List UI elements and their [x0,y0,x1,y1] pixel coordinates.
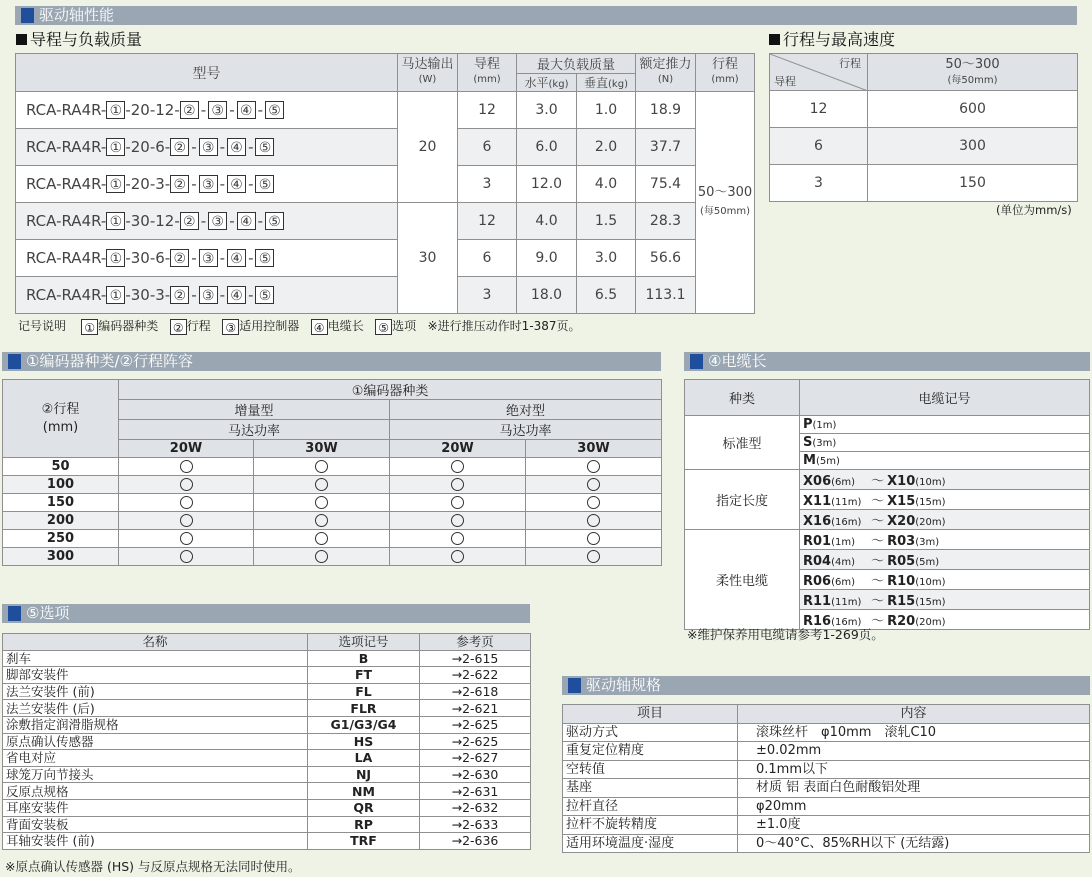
speed-cell: 300 [868,128,1078,165]
circle-icon [587,532,600,545]
table-row [685,530,1090,550]
header-20w: 20W [390,440,526,458]
table-row [770,128,1078,165]
section-marker-icon [690,354,703,369]
vertical-cell: 2.0 [577,129,636,166]
thrust-cell: 56.6 [636,240,696,277]
table-row [3,548,662,566]
header-vertical: 垂直(kg) [577,74,636,92]
option-code: FT [308,667,420,684]
lead-cell: 6 [458,129,517,166]
legend-symbol: ③ [222,319,239,335]
option-code: HS [308,733,420,750]
lead-load-table [15,53,755,314]
cable-code-cell: X06(6m) ～ X10(10m) [800,470,1090,490]
available-mark [254,530,390,548]
header-motor-power: 马达功率 [390,420,662,440]
lead-cell: 12 [458,92,517,129]
section-title: ④电缆长 [708,352,767,370]
table-row [770,165,1078,202]
cable-code-cell: X11(11m) ～ X15(15m) [800,490,1090,510]
table-row [3,700,531,717]
header-content: 内容 [738,705,1090,724]
stroke-cell: 50 [3,458,119,476]
option-name: 原点确认传感器 [3,733,308,750]
legend-symbol: ④ [311,319,328,335]
available-mark [119,494,254,512]
available-mark [254,494,390,512]
option-name: 法兰安装件 (前) [3,683,308,700]
options-note: ※原点确认传感器 (HS) 与反原点规格无法同时使用。 [5,859,301,874]
options-table [2,633,531,850]
table-row [16,277,755,314]
spec-item: 拉杆不旋转精度 [563,816,738,835]
header-encoder-type: ①编码器种类 [119,380,662,400]
option-code: G1/G3/G4 [308,716,420,733]
lead-cell: 12 [770,91,868,128]
legend-label: 记号说明 [18,319,67,333]
cable-code-cell: R11(11m) ～ R15(15m) [800,590,1090,610]
cable-code-cell: X16(16m) ～ X20(20m) [800,510,1090,530]
cable-code-cell: R01(1m) ～ R03(3m) [800,530,1090,550]
spec-content: ±1.0度 [738,816,1090,835]
reference-page-link[interactable]: →2-632 [420,799,531,816]
spec-content: 滚珠丝杆 φ10mm 滚轧C10 [738,723,1090,742]
option-name: 背面安装板 [3,816,308,833]
available-mark [390,512,526,530]
speed-cell: 600 [868,91,1078,128]
spec-item: 空转值 [563,760,738,779]
horizontal-cell: 9.0 [517,240,577,277]
legend-text: 编码器种类 [98,319,159,333]
section-bar-drive-performance [15,6,1077,25]
cable-note: ※维护保养用电缆请参考1-269页。 [687,627,884,642]
subheading-lead-load [16,30,142,50]
subheading-text: 行程与最高速度 [783,30,896,49]
stroke-cell: 300 [3,548,119,566]
circle-icon [315,478,328,491]
encoder-stroke-table [2,379,662,566]
header-name: 名称 [3,634,308,651]
legend-text: 选项 [392,319,417,333]
available-mark [390,494,526,512]
circle-icon [315,460,328,473]
thrust-cell: 113.1 [636,277,696,314]
horizontal-cell: 4.0 [517,203,577,240]
option-name: 法兰安装件 (后) [3,700,308,717]
circle-icon [451,514,464,527]
reference-page-link[interactable]: →2-621 [420,700,531,717]
circle-icon [587,478,600,491]
model-code: RCA-RA4R- ① -20-12- ② - ③ - ④ - ⑤ [16,92,398,129]
table-row [3,766,531,783]
vertical-cell: 3.0 [577,240,636,277]
table-row [16,129,755,166]
table-row [3,799,531,816]
cable-code-cell: R16(16m) ～ R20(20m) [800,610,1090,630]
reference-page-link[interactable]: →2-627 [420,750,531,767]
table-row [563,723,1090,742]
circle-icon [180,460,193,473]
symbol-legend [18,317,581,335]
header-type: 种类 [685,380,800,416]
stroke-speed-table [769,53,1078,202]
lead-cell: 6 [770,128,868,165]
table-row [3,733,531,750]
available-mark [526,494,662,512]
table-row [3,716,531,733]
header-20w: 20W [119,440,254,458]
legend-note: ※进行推压动作时1-387页。 [427,319,581,333]
option-code: TRF [308,833,420,850]
spec-item: 驱动方式 [563,723,738,742]
option-name: 脚部安装件 [3,667,308,684]
header-thrust: 额定推力 (N) [636,54,696,92]
stroke-cell: 150 [3,494,119,512]
circle-icon [315,514,328,527]
circle-icon [315,550,328,563]
horizontal-cell: 12.0 [517,166,577,203]
table-row [3,667,531,684]
stroke-cell: 50～300 (每50mm) [696,92,755,314]
section-marker-icon [8,606,21,621]
option-code: RP [308,816,420,833]
section-marker-icon [8,354,21,369]
circle-icon [587,514,600,527]
option-code: FLR [308,700,420,717]
reference-page-link[interactable]: →2-625 [420,733,531,750]
table-row [685,470,1090,490]
spec-content: φ20mm [738,797,1090,816]
circle-icon [180,496,193,509]
stroke-cell: 250 [3,530,119,548]
cable-code-cell: S(3m) [800,434,1090,452]
cable-length-table [684,379,1090,630]
option-name: 耳轴安装件 (前) [3,833,308,850]
option-name: 球笼万向节接头 [3,766,308,783]
vertical-cell: 6.5 [577,277,636,314]
option-code: QR [308,799,420,816]
header-stroke: ②行程 (mm) [3,380,119,458]
available-mark [390,548,526,566]
option-name: 反原点规格 [3,783,308,800]
circle-icon [451,460,464,473]
circle-icon [451,550,464,563]
reference-page-link[interactable]: →2-615 [420,650,531,667]
spec-item: 拉杆直径 [563,797,738,816]
spec-content: 0.1mm以下 [738,760,1090,779]
spec-content: ±0.02mm [738,742,1090,761]
available-mark [254,512,390,530]
option-name: 涂敷指定润滑脂规格 [3,716,308,733]
lead-cell: 3 [458,277,517,314]
lead-cell: 6 [458,240,517,277]
legend-text: 行程 [186,319,211,333]
available-mark [254,476,390,494]
option-name: 省电对应 [3,750,308,767]
table-row [3,512,662,530]
spec-item: 适用环境温度·湿度 [563,834,738,853]
circle-icon [587,496,600,509]
header-stroke: 行程 (mm) [696,54,755,92]
table-row [563,834,1090,853]
table-row [3,683,531,700]
spec-table [562,704,1090,853]
header-stroke: 行程 [839,57,861,70]
available-mark [119,512,254,530]
reference-page-link[interactable]: →2-618 [420,683,531,700]
available-mark [119,548,254,566]
stroke-cell: 200 [3,512,119,530]
table-row [563,779,1090,798]
spec-item: 基座 [563,779,738,798]
table-row [685,416,1090,434]
table-row [563,742,1090,761]
spec-item: 重复定位精度 [563,742,738,761]
thrust-cell: 18.9 [636,92,696,129]
reference-page-link[interactable]: →2-633 [420,816,531,833]
table-row [16,166,755,203]
horizontal-cell: 3.0 [517,92,577,129]
header-horizontal: 水平(kg) [517,74,577,92]
model-code: RCA-RA4R- ① -30-12- ② - ③ - ④ - ⑤ [16,203,398,240]
table-row [3,833,531,850]
available-mark [119,458,254,476]
reference-page-link[interactable]: →2-625 [420,716,531,733]
lead-cell: 3 [770,165,868,202]
available-mark [526,476,662,494]
thrust-cell: 28.3 [636,203,696,240]
circle-icon [587,550,600,563]
available-mark [254,548,390,566]
legend-symbol: ② [170,319,187,335]
header-lead: 导程 [774,75,796,88]
header-incremental: 增量型 [119,400,390,420]
header-lead: 导程 (mm) [458,54,517,92]
option-code: B [308,650,420,667]
circle-icon [587,460,600,473]
model-code: RCA-RA4R- ① -20-6- ② - ③ - ④ - ⑤ [16,129,398,166]
motor-output-cell: 30 [398,203,458,314]
spec-content: 材质 铝 表面白色耐酸铝处理 [738,779,1090,798]
reference-page-link[interactable]: →2-622 [420,667,531,684]
header-motor-power: 马达功率 [119,420,390,440]
cable-code-cell: P(1m) [800,416,1090,434]
option-code: NJ [308,766,420,783]
table-row [3,494,662,512]
table-row [563,797,1090,816]
table-row [16,203,755,240]
available-mark [390,458,526,476]
circle-icon [451,532,464,545]
section-bar-options [2,604,530,623]
table-row [3,476,662,494]
thrust-cell: 75.4 [636,166,696,203]
speed-cell: 150 [868,165,1078,202]
horizontal-cell: 6.0 [517,129,577,166]
available-mark [526,530,662,548]
circle-icon [451,478,464,491]
table-row [16,92,755,129]
header-reference-page: 参考页 [420,634,531,651]
model-code: RCA-RA4R- ① -30-6- ② - ③ - ④ - ⑤ [16,240,398,277]
table-row [3,816,531,833]
section-title: ①编码器种类/②行程阵容 [26,352,193,370]
thrust-cell: 37.7 [636,129,696,166]
speed-unit-note: (单位为mm/s) [996,203,1072,217]
cable-group-name: 指定长度 [685,470,800,530]
lead-cell: 3 [458,166,517,203]
available-mark [526,458,662,476]
cable-code-cell: R04(4m) ～ R05(5m) [800,550,1090,570]
circle-icon [180,532,193,545]
vertical-cell: 1.0 [577,92,636,129]
available-mark [390,476,526,494]
table-row [3,783,531,800]
motor-output-cell: 20 [398,92,458,203]
available-mark [390,530,526,548]
reference-page-link[interactable]: →2-631 [420,783,531,800]
option-code: LA [308,750,420,767]
header-model: 型号 [16,54,398,92]
section-bar-encoder [2,352,661,371]
circle-icon [315,496,328,509]
section-bar-cable [684,352,1090,371]
header-max-load: 最大负载质量 [517,54,636,74]
circle-icon [451,496,464,509]
model-code: RCA-RA4R- ① -20-3- ② - ③ - ④ - ⑤ [16,166,398,203]
section-title: 驱动轴性能 [39,6,115,24]
circle-icon [180,514,193,527]
table-row [3,458,662,476]
table-row [16,240,755,277]
legend-text: 电缆长 [327,319,364,333]
reference-page-link[interactable]: →2-636 [420,833,531,850]
model-code: RCA-RA4R- ① -30-3- ② - ③ - ④ - ⑤ [16,277,398,314]
subheading-text: 导程与负载质量 [30,30,143,49]
table-row [563,760,1090,779]
stroke-cell: 100 [3,476,119,494]
cable-group-name: 标准型 [685,416,800,470]
circle-icon [180,478,193,491]
lead-cell: 12 [458,203,517,240]
available-mark [119,476,254,494]
header-item: 项目 [563,705,738,724]
square-bullet-icon [16,34,27,45]
vertical-cell: 1.5 [577,203,636,240]
option-name: 刹车 [3,650,308,667]
section-marker-icon [21,8,34,23]
spec-content: 0～40°C、85%RH以下 (无结露) [738,834,1090,853]
table-row [3,530,662,548]
section-marker-icon [568,678,581,693]
circle-icon [315,532,328,545]
header-stroke-range: 50～300 (每50mm) [868,54,1078,91]
vertical-cell: 4.0 [577,166,636,203]
header-30w: 30W [526,440,662,458]
available-mark [119,530,254,548]
diagonal-header [770,54,868,91]
available-mark [526,512,662,530]
legend-symbol: ⑤ [375,319,392,335]
option-code: FL [308,683,420,700]
cable-code-cell: R06(6m) ～ R10(10m) [800,570,1090,590]
square-bullet-icon [769,34,780,45]
cable-code-cell: M(5m) [800,452,1090,470]
header-cable-code: 电缆记号 [800,380,1090,416]
legend-text: 适用控制器 [239,319,300,333]
table-row [770,91,1078,128]
table-row [3,650,531,667]
subheading-stroke-speed [769,30,895,50]
section-title: ⑤选项 [26,604,70,622]
table-row [563,816,1090,835]
reference-page-link[interactable]: →2-630 [420,766,531,783]
available-mark [526,548,662,566]
header-30w: 30W [254,440,390,458]
header-option-code: 选项记号 [308,634,420,651]
horizontal-cell: 18.0 [517,277,577,314]
option-code: NM [308,783,420,800]
option-name: 耳座安装件 [3,799,308,816]
cable-group-name: 柔性电缆 [685,530,800,630]
section-title: 驱动轴规格 [586,676,662,694]
available-mark [254,458,390,476]
header-absolute: 绝对型 [390,400,662,420]
header-motor-output: 马达输出 (W) [398,54,458,92]
section-bar-spec [562,676,1090,695]
legend-symbol: ① [81,319,98,335]
circle-icon [180,550,193,563]
table-row [3,750,531,767]
